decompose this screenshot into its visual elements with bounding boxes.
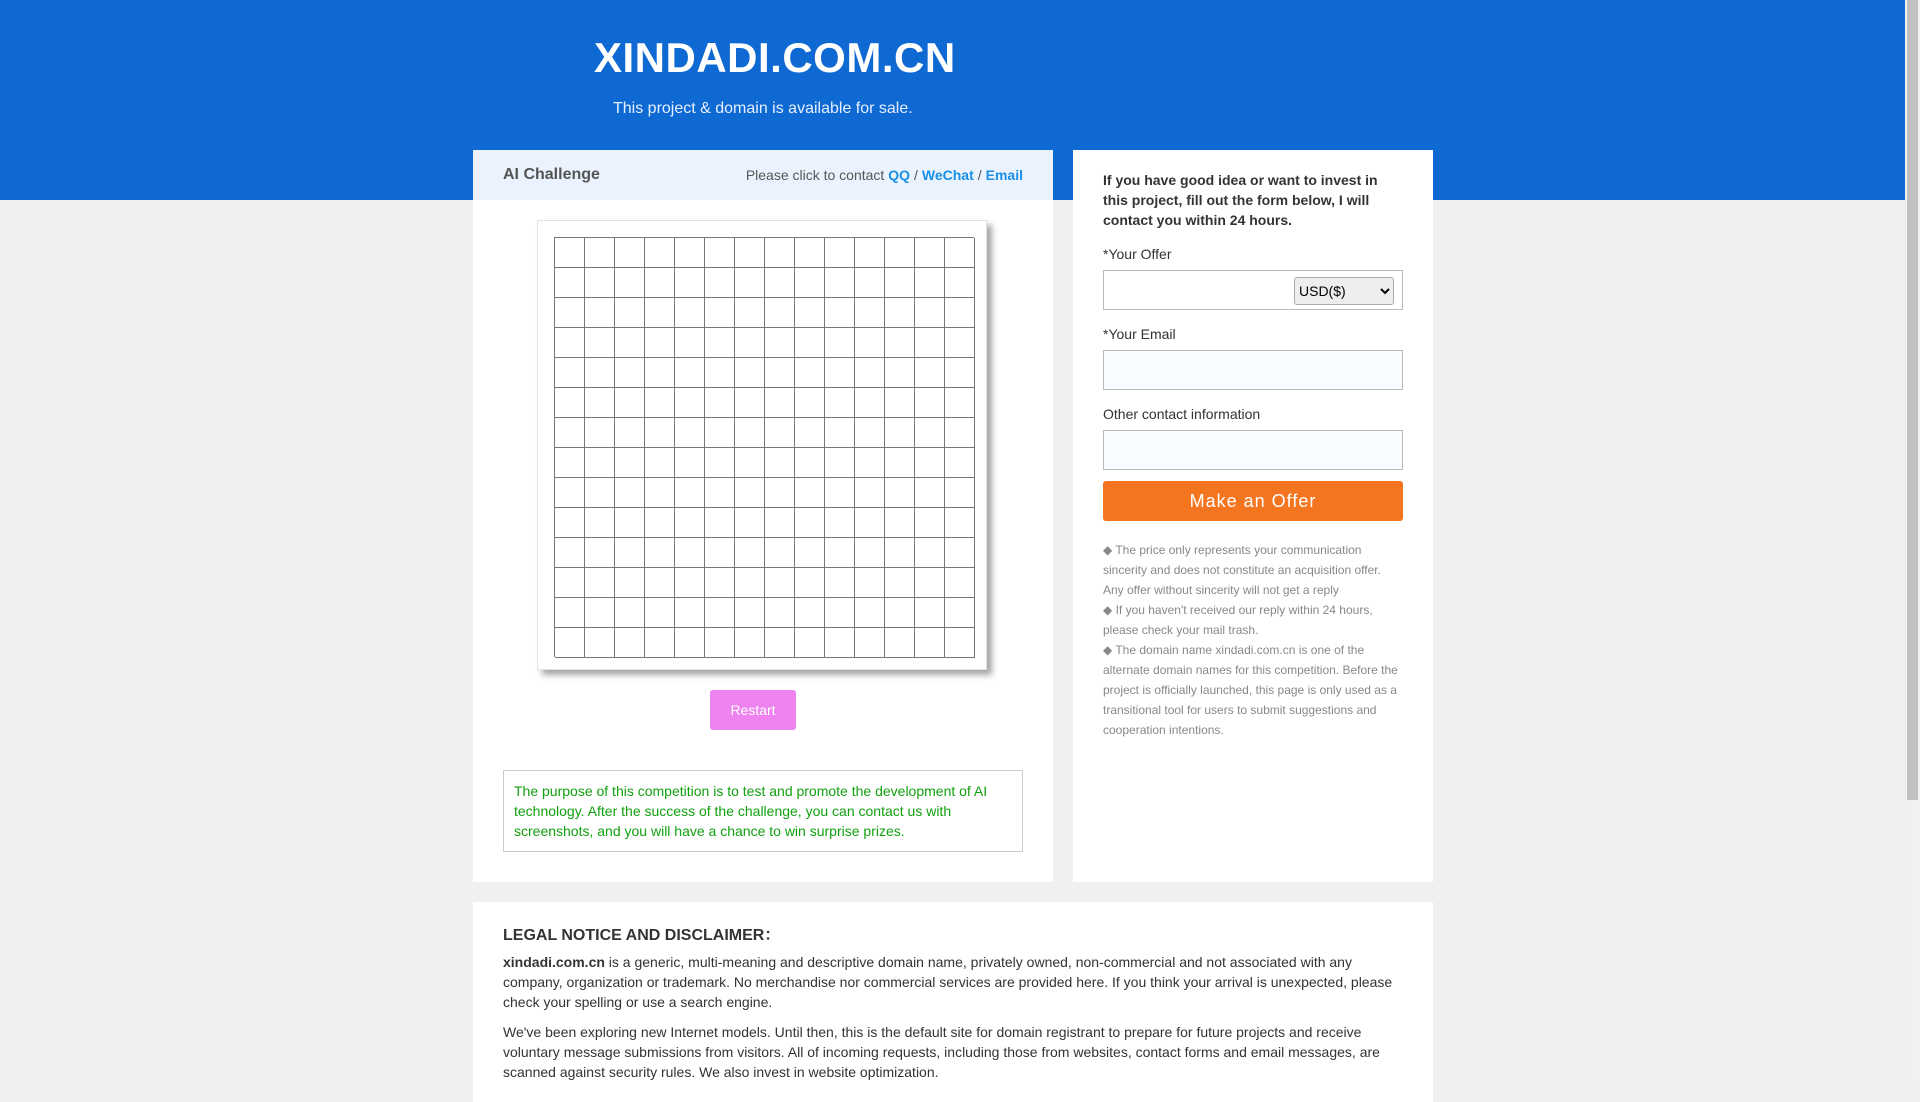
board-cell[interactable] (915, 598, 945, 628)
board-cell[interactable] (825, 628, 855, 658)
legal-paragraph: We've been exploring new Internet models. Until then, this is the default site for domain registrant to prepare for future projects and receive voluntary message submissions from visitors. All of incoming requests, including those from websites, contact forms and email messages, are scanned against security rules. We also invest in website optimization. (503, 1024, 1380, 1080)
board-cell[interactable] (945, 298, 975, 328)
board-cell[interactable] (945, 508, 975, 538)
board-cell[interactable] (855, 358, 885, 388)
board-cell[interactable] (795, 358, 825, 388)
board-cell[interactable] (855, 628, 885, 658)
board-cell[interactable] (555, 568, 585, 598)
board-cell[interactable] (915, 268, 945, 298)
board-cell[interactable] (585, 568, 615, 598)
board-cell[interactable] (795, 538, 825, 568)
board-cell[interactable] (735, 388, 765, 418)
board-cell[interactable] (765, 358, 795, 388)
board-cell[interactable] (915, 628, 945, 658)
board-cell[interactable] (855, 328, 885, 358)
board-cell[interactable] (705, 358, 735, 388)
game-board-frame (537, 220, 987, 670)
board-cell[interactable] (945, 448, 975, 478)
board-cell[interactable] (795, 508, 825, 538)
board-cell[interactable] (855, 268, 885, 298)
board-cell[interactable] (615, 448, 645, 478)
board-cell[interactable] (555, 298, 585, 328)
board-cell[interactable] (555, 328, 585, 358)
board-cell[interactable] (585, 238, 615, 268)
board-cell[interactable] (615, 538, 645, 568)
board-cell[interactable] (585, 478, 615, 508)
board-cell[interactable] (735, 598, 765, 628)
legal-paragraph (503, 952, 1403, 1012)
board-cell[interactable] (555, 628, 585, 658)
board-cell[interactable] (735, 628, 765, 658)
board-cell[interactable] (825, 328, 855, 358)
board-cell[interactable] (795, 238, 825, 268)
note-item: ◆ The domain name xindadi.com.cn is one of the alternate domain names for this competition. Before the project is officially launched, this page is only used as a transitional tool for users to submit suggestions and cooperation intentions. (1103, 643, 1398, 737)
board-cell[interactable] (615, 628, 645, 658)
board-cell[interactable] (645, 298, 675, 328)
board-cell[interactable] (705, 268, 735, 298)
board-cell[interactable] (675, 508, 705, 538)
board-cell[interactable] (735, 568, 765, 598)
offer-label: *Your Offer (1103, 246, 1172, 262)
board-cell[interactable] (615, 268, 645, 298)
board-cell[interactable] (615, 238, 645, 268)
game-board[interactable] (554, 237, 974, 657)
board-cell[interactable] (945, 568, 975, 598)
board-cell[interactable] (585, 298, 615, 328)
competition-notice: The purpose of this competition is to test and promote the development of AI technology. After the success of the challenge, you can contact us with screenshots, and you will have a chance to win surprise prizes. (503, 770, 1023, 852)
board-cell[interactable] (675, 388, 705, 418)
board-cell[interactable] (705, 508, 735, 538)
board-cell[interactable] (885, 418, 915, 448)
challenge-title: AI Challenge (503, 166, 600, 183)
board-cell[interactable] (735, 418, 765, 448)
board-cell[interactable] (585, 268, 615, 298)
board-cell[interactable] (585, 628, 615, 658)
board-cell[interactable] (645, 598, 675, 628)
board-cell[interactable] (735, 538, 765, 568)
other-contact-label: Other contact information (1103, 406, 1261, 422)
board-cell[interactable] (705, 298, 735, 328)
board-cell[interactable] (615, 328, 645, 358)
board-cell[interactable] (675, 358, 705, 388)
email-label: *Your Email (1103, 326, 1176, 342)
challenge-panel (473, 150, 1053, 882)
board-cell[interactable] (585, 538, 615, 568)
board-cell[interactable] (885, 238, 915, 268)
board-cell[interactable] (855, 568, 885, 598)
offer-intro: If you have good idea or want to invest in this project, fill out the form below, I will contact you within 24 hours. (1103, 172, 1378, 228)
board-cell[interactable] (675, 268, 705, 298)
board-cell[interactable] (585, 508, 615, 538)
board-cell[interactable] (885, 478, 915, 508)
board-cell[interactable] (645, 478, 675, 508)
board-cell[interactable] (945, 538, 975, 568)
board-cell[interactable] (705, 478, 735, 508)
board-cell[interactable] (885, 448, 915, 478)
board-cell[interactable] (675, 328, 705, 358)
board-cell[interactable] (555, 268, 585, 298)
board-cell[interactable] (885, 628, 915, 658)
board-cell[interactable] (795, 388, 825, 418)
board-cell[interactable] (555, 388, 585, 418)
board-cell[interactable] (825, 358, 855, 388)
site-title: XINDADI.COM.CN (594, 34, 956, 81)
board-cell[interactable] (615, 478, 645, 508)
board-cell[interactable] (795, 568, 825, 598)
board-cell[interactable] (765, 418, 795, 448)
offer-panel (1073, 150, 1433, 882)
board-cell[interactable] (705, 568, 735, 598)
make-offer-button[interactable]: Make an Offer (1103, 481, 1403, 521)
note-item: ◆ The price only represents your communication sincerity and does not constitute an acquisition offer. Any offer without sincerity will not get a reply (1103, 543, 1381, 597)
board-cell[interactable] (555, 598, 585, 628)
board-cell[interactable] (915, 358, 945, 388)
board-cell[interactable] (765, 388, 795, 418)
board-cell[interactable] (855, 478, 885, 508)
board-cell[interactable] (945, 388, 975, 418)
board-cell[interactable] (765, 598, 795, 628)
board-cell[interactable] (765, 328, 795, 358)
board-cell[interactable] (645, 328, 675, 358)
legal-paragraph-text: is a generic, multi-meaning and descriptive domain name, privately owned, non-commercial and not associated with any company, organization or trademark. No merchandise nor commercial services are provided here. If you think your arrival is unexpected, please check your spelling or use a search engine. (503, 954, 1393, 1010)
board-cell[interactable] (705, 418, 735, 448)
board-cell[interactable] (855, 388, 885, 418)
board-cell[interactable] (915, 418, 945, 448)
board-cell[interactable] (555, 358, 585, 388)
board-cell[interactable] (585, 598, 615, 628)
board-cell[interactable] (645, 388, 675, 418)
board-cell[interactable] (675, 418, 705, 448)
offer-notes (1103, 540, 1403, 740)
board-cell[interactable] (735, 298, 765, 328)
board-cell[interactable] (915, 478, 945, 508)
board-cell[interactable] (675, 298, 705, 328)
board-cell[interactable] (735, 448, 765, 478)
board-cell[interactable] (675, 478, 705, 508)
board-cell[interactable] (825, 388, 855, 418)
board-cell[interactable] (945, 418, 975, 448)
board-cell[interactable] (885, 268, 915, 298)
page-scrollbar[interactable] (1905, 0, 1920, 1080)
board-cell[interactable] (585, 448, 615, 478)
board-cell[interactable] (705, 538, 735, 568)
board-cell[interactable] (915, 298, 945, 328)
board-cell[interactable] (915, 448, 945, 478)
board-cell[interactable] (825, 298, 855, 328)
board-cell[interactable] (615, 598, 645, 628)
board-cell[interactable] (615, 298, 645, 328)
board-cell[interactable] (675, 568, 705, 598)
board-cell[interactable] (945, 358, 975, 388)
board-cell[interactable] (795, 478, 825, 508)
board-cell[interactable] (915, 508, 945, 538)
contact-separator: / (977, 167, 982, 183)
board-cell[interactable] (825, 448, 855, 478)
restart-button[interactable]: Restart (710, 690, 796, 730)
contact-qq-link[interactable]: QQ (888, 167, 910, 183)
board-cell[interactable] (825, 418, 855, 448)
board-cell[interactable] (735, 268, 765, 298)
board-cell[interactable] (585, 388, 615, 418)
board-cell[interactable] (855, 448, 885, 478)
board-cell[interactable] (765, 238, 795, 268)
board-cell[interactable] (765, 448, 795, 478)
board-cell[interactable] (765, 508, 795, 538)
board-cell[interactable] (855, 238, 885, 268)
legal-title: LEGAL NOTICE AND DISCLAIMER： (503, 927, 781, 944)
board-cell[interactable] (795, 448, 825, 478)
board-cell[interactable] (885, 388, 915, 418)
board-cell[interactable] (645, 628, 675, 658)
board-cell[interactable] (945, 628, 975, 658)
board-cell[interactable] (555, 418, 585, 448)
board-cell[interactable] (555, 448, 585, 478)
board-cell[interactable] (585, 418, 615, 448)
board-cell[interactable] (825, 538, 855, 568)
board-cell[interactable] (765, 628, 795, 658)
board-cell[interactable] (855, 418, 885, 448)
legal-notice (473, 902, 1433, 1102)
board-cell[interactable] (945, 328, 975, 358)
board-cell[interactable] (855, 508, 885, 538)
board-cell[interactable] (645, 418, 675, 448)
board-cell[interactable] (825, 508, 855, 538)
board-cell[interactable] (825, 238, 855, 268)
board-cell[interactable] (855, 298, 885, 328)
board-cell[interactable] (615, 568, 645, 598)
board-cell[interactable] (645, 538, 675, 568)
board-cell[interactable] (705, 238, 735, 268)
scrollbar-thumb[interactable] (1907, 0, 1918, 800)
board-cell[interactable] (765, 568, 795, 598)
board-cell[interactable] (735, 478, 765, 508)
board-cell[interactable] (915, 238, 945, 268)
board-cell[interactable] (945, 478, 975, 508)
board-cell[interactable] (795, 328, 825, 358)
other-contact-input[interactable] (1103, 430, 1403, 470)
board-cell[interactable] (945, 268, 975, 298)
contact-line (746, 167, 1023, 183)
board-cell[interactable] (885, 538, 915, 568)
board-cell[interactable] (675, 448, 705, 478)
board-cell[interactable] (645, 568, 675, 598)
board-cell[interactable] (825, 598, 855, 628)
board-cell[interactable] (765, 478, 795, 508)
board-cell[interactable] (825, 568, 855, 598)
board-cell[interactable] (555, 508, 585, 538)
board-cell[interactable] (915, 538, 945, 568)
board-cell[interactable] (585, 358, 615, 388)
board-cell[interactable] (885, 568, 915, 598)
legal-domain: xindadi.com.cn (503, 954, 605, 970)
board-cell[interactable] (765, 298, 795, 328)
board-cell[interactable] (855, 538, 885, 568)
board-cell[interactable] (645, 448, 675, 478)
contact-prefix: Please click to contact (745, 167, 885, 183)
email-input[interactable] (1103, 350, 1403, 390)
contact-wechat-link[interactable]: WeChat (921, 167, 974, 183)
board-cell[interactable] (795, 598, 825, 628)
contact-email-link[interactable]: Email (985, 167, 1023, 183)
offer-field-group (1103, 270, 1403, 310)
board-cell[interactable] (885, 298, 915, 328)
board-cell[interactable] (705, 388, 735, 418)
board-cell[interactable] (855, 598, 885, 628)
board-cell[interactable] (825, 478, 855, 508)
board-cell[interactable] (765, 268, 795, 298)
challenge-panel-header (473, 150, 1053, 200)
site-subtitle: This project & domain is available for sale. (613, 100, 913, 117)
board-cell[interactable] (705, 448, 735, 478)
board-cell[interactable] (885, 358, 915, 388)
board-cell[interactable] (675, 598, 705, 628)
note-item: ◆ If you haven't received our reply within 24 hours, please check your mail trash. (1103, 603, 1373, 637)
board-cell[interactable] (915, 568, 945, 598)
board-cell[interactable] (735, 328, 765, 358)
offer-input[interactable] (1104, 271, 1298, 311)
board-cell[interactable] (675, 628, 705, 658)
board-cell[interactable] (645, 358, 675, 388)
board-cell[interactable] (675, 538, 705, 568)
board-cell[interactable] (645, 508, 675, 538)
board-cell[interactable] (705, 628, 735, 658)
contact-separator: / (914, 167, 918, 183)
board-cell[interactable] (915, 388, 945, 418)
board-cell[interactable] (735, 238, 765, 268)
board-cell[interactable] (555, 238, 585, 268)
board-cell[interactable] (705, 328, 735, 358)
board-cell[interactable] (795, 628, 825, 658)
board-cell[interactable] (795, 298, 825, 328)
board-cell[interactable] (615, 508, 645, 538)
board-cell[interactable] (825, 268, 855, 298)
board-cell[interactable] (585, 328, 615, 358)
board-cell[interactable] (555, 478, 585, 508)
board-cell[interactable] (735, 508, 765, 538)
board-cell[interactable] (555, 538, 585, 568)
board-cell[interactable] (795, 268, 825, 298)
board-cell[interactable] (615, 388, 645, 418)
board-cell[interactable] (945, 238, 975, 268)
board-cell[interactable] (645, 268, 675, 298)
board-cell[interactable] (795, 418, 825, 448)
board-cell[interactable] (735, 358, 765, 388)
board-cell[interactable] (645, 238, 675, 268)
board-cell[interactable] (615, 418, 645, 448)
board-cell[interactable] (705, 598, 735, 628)
board-cell[interactable] (885, 328, 915, 358)
board-cell[interactable] (885, 598, 915, 628)
board-cell[interactable] (615, 358, 645, 388)
board-cell[interactable] (765, 538, 795, 568)
board-cell[interactable] (675, 238, 705, 268)
board-cell[interactable] (915, 328, 945, 358)
currency-select[interactable] (1294, 277, 1394, 305)
board-cell[interactable] (885, 508, 915, 538)
board-cell[interactable] (945, 598, 975, 628)
